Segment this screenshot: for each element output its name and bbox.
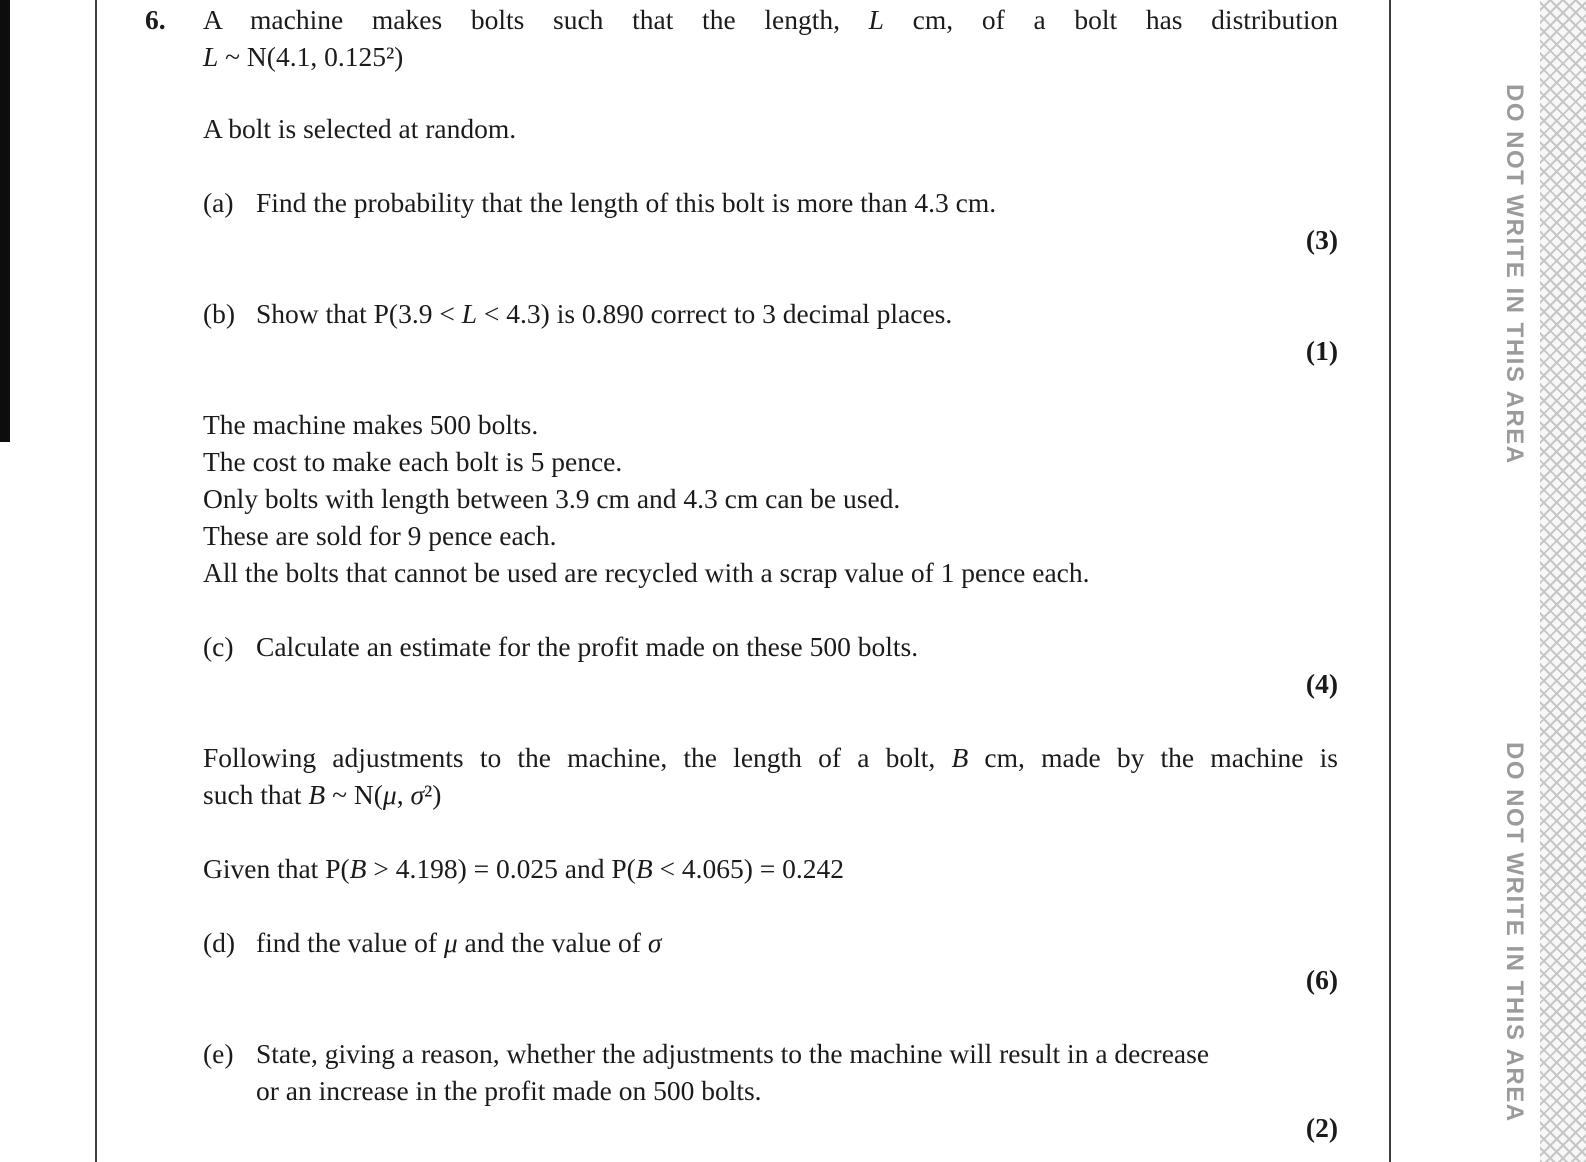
adjustments-such-that: such that: [203, 779, 309, 810]
part-d-label: (d): [203, 927, 236, 958]
distribution-open: ~ N(: [325, 779, 383, 810]
bolt-fact-line: All the bolts that cannot be used are recycled with a scrap value of 1 pence each.: [203, 557, 1090, 588]
given-text-end: < 4.065) = 0.242: [652, 853, 845, 884]
variable-mu: μ: [443, 927, 458, 958]
intro-line-1: [203, 1, 1338, 38]
given-text-mid: > 4.198) = 0.025 and P(: [366, 853, 636, 884]
bolt-fact-line: The machine makes 500 bolts.: [203, 409, 539, 440]
variable-L: L: [868, 4, 884, 35]
hatch-border-strip: [1540, 0, 1586, 1162]
bolt-fact-line: Only bolts with length between 3.9 cm and 4.3 cm can be used.: [203, 483, 901, 514]
part-d-text-mid: and the value of: [457, 927, 648, 958]
part-e-line-1: State, giving a reason, whether the adjustments to the machine will result in a decrease: [256, 1038, 1210, 1069]
part-b-label: (b): [203, 298, 236, 329]
intro-text-post: cm, of a bolt has distribution: [883, 4, 1338, 35]
part-e-marks: (2): [1305, 1112, 1338, 1143]
part-c-label: (c): [203, 631, 234, 662]
scan-edge-bar: [0, 0, 10, 442]
part-a-label: (a): [203, 187, 234, 218]
do-not-write-note-top: DO NOT WRITE IN THIS AREA: [1501, 84, 1528, 465]
adjustments-text-post: cm, made by the machine is: [968, 742, 1338, 773]
given-statement: [203, 850, 1338, 887]
part-c-marks: (4): [1305, 668, 1338, 699]
part-b-text-pre: Show that P(3.9 <: [256, 298, 462, 329]
question-number: 6.: [145, 4, 166, 35]
part-c-text: Calculate an estimate for the profit made on these 500 bolts.: [256, 631, 919, 662]
variable-B: B: [951, 742, 969, 773]
bolt-fact-line: These are sold for 9 pence each.: [203, 520, 557, 551]
part-d-marks: (6): [1305, 964, 1338, 995]
do-not-write-note-bottom: DO NOT WRITE IN THIS AREA: [1501, 742, 1528, 1123]
distribution-expression: ~ N(4.1, 0.125²): [218, 41, 404, 72]
bolt-facts: [203, 406, 1338, 591]
part-e-label: (e): [203, 1038, 234, 1069]
selected-statement: A bolt is selected at random.: [203, 113, 517, 144]
distribution-comma: ,: [396, 779, 411, 810]
part-d-text-pre: find the value of: [256, 927, 444, 958]
part-e: [203, 1035, 1338, 1109]
adjustments-line-2: [203, 776, 1338, 813]
intro-line-2: [203, 38, 1338, 75]
intro-text-pre: A machine makes bolts such that the length,: [203, 4, 869, 35]
adjustments-line-1: [203, 739, 1338, 776]
part-a-text: Find the probability that the length of this bolt is more than 4.3 cm.: [256, 187, 997, 218]
variable-B: B: [635, 853, 653, 884]
variable-L: L: [461, 298, 478, 329]
part-a-marks: (3): [1305, 224, 1338, 255]
adjustments-paragraph: [203, 739, 1338, 813]
question-body: [96, 1, 1390, 1146]
distribution-close: ²): [424, 779, 442, 810]
part-b-text-post: < 4.3) is 0.890 correct to 3 decimal places.: [477, 298, 953, 329]
part-b-marks: (1): [1305, 335, 1338, 366]
part-d: [203, 924, 1338, 961]
variable-L: L: [203, 41, 219, 72]
variable-sigma: σ: [410, 779, 424, 810]
part-b: [203, 295, 1338, 332]
bolt-fact-line: The cost to make each bolt is 5 pence.: [203, 446, 623, 477]
variable-mu: μ: [382, 779, 397, 810]
variable-B: B: [308, 779, 326, 810]
part-e-line-2: or an increase in the profit made on 500 bolts.: [256, 1075, 762, 1106]
part-c: [203, 628, 1338, 665]
part-a: [203, 184, 1338, 221]
variable-sigma: σ: [647, 927, 662, 958]
variable-B: B: [349, 853, 367, 884]
given-text-pre: Given that P(: [203, 853, 350, 884]
adjustments-text-pre: Following adjustments to the machine, the length of a bolt,: [203, 742, 952, 773]
